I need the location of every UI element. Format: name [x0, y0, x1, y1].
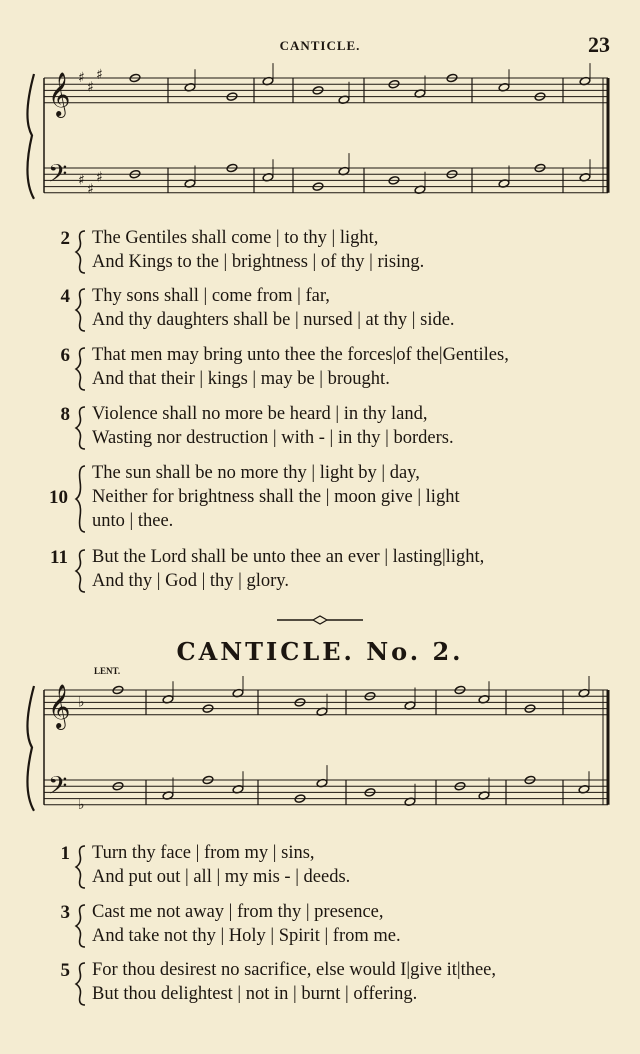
verse-line: And thy | God | thy | glory. [92, 571, 289, 591]
verse-line: And put out | all | my mis - | deeds. [92, 867, 351, 887]
verse-line: Wasting nor destruction | with - | in thy | borders. [92, 428, 454, 448]
verse-block [0, 228, 640, 276]
verse-number: 10 [49, 487, 68, 508]
verse-line: And thy daughters shall be | nursed | at thy | side. [92, 310, 455, 330]
verse-block [0, 902, 640, 950]
music-score-canticle-2 [0, 676, 640, 836]
verse-number: 4 [60, 286, 70, 307]
verse-line: And that their | kings | may be | brought. [92, 369, 390, 389]
verse-block [0, 843, 640, 891]
verse-block [0, 547, 640, 595]
verse-line: Neither for brightness shall the | moon give | light [92, 487, 460, 507]
verse-block [0, 960, 640, 1008]
page-number: 23 [588, 32, 610, 57]
verse-brace [74, 843, 88, 891]
verse-brace [74, 286, 88, 334]
verse-brace [74, 960, 88, 1008]
verse-block [0, 345, 640, 393]
running-title: CANTICLE. [279, 38, 361, 53]
system-brace [27, 686, 34, 811]
verse-brace [74, 902, 88, 950]
verse-block [0, 404, 640, 452]
verse-line: unto | thee. [92, 511, 174, 531]
sharp-icon: ♯ [96, 66, 103, 83]
verse-number: 3 [60, 902, 70, 923]
sharp-icon: ♯ [87, 79, 94, 96]
verse-brace [74, 404, 88, 452]
bass-clef-icon: 𝄢 [48, 771, 68, 807]
verse-line: And take not thy | Holy | Spirit | from me. [92, 926, 401, 946]
verse-line: Cast me not away | from thy | presence, [92, 902, 384, 922]
verse-line: But the Lord shall be unto thee an ever | lasting|light, [92, 547, 485, 567]
flat-icon: ♭ [78, 796, 85, 813]
ornamental-rule [277, 614, 363, 626]
verse-line: But thou delightest | not in | burnt | offering. [92, 984, 418, 1004]
verse-number: 11 [50, 547, 68, 568]
verse-number: 5 [60, 960, 70, 981]
sharp-icon: ♯ [87, 181, 94, 198]
verse-line: Thy sons shall | come from | far, [92, 286, 330, 306]
verse-number: 1 [60, 843, 70, 864]
sharp-icon: ♯ [78, 70, 85, 86]
verse-brace [74, 228, 88, 276]
verse-brace [74, 345, 88, 393]
verse-line: And Kings to the | brightness | of thy | rising. [92, 252, 425, 272]
verse-line: Turn thy face | from my | sins, [92, 843, 315, 863]
sharp-icon: ♯ [78, 172, 85, 189]
verse-brace [74, 463, 88, 535]
verse-block [0, 286, 640, 334]
verse-brace [74, 547, 88, 595]
verse-line: The sun shall be no more thy | light by | day, [92, 463, 420, 483]
verse-line: For thou desirest no sacrifice, else would I|give it|thee, [92, 960, 497, 980]
verse-number: 8 [60, 404, 70, 425]
flat-icon: ♭ [78, 694, 85, 711]
verse-line: The Gentiles shall come | to thy | light, [92, 228, 379, 248]
verse-line: Violence shall no more be heard | in thy land, [92, 404, 428, 424]
system-brace [27, 74, 34, 199]
sharp-icon: ♯ [96, 169, 103, 186]
treble-clef-icon: 𝄞 [48, 683, 71, 728]
verse-number: 2 [60, 228, 70, 249]
bass-clef-icon: 𝄢 [48, 159, 68, 195]
verse-block [0, 463, 640, 535]
treble-clef-icon: 𝄞 [48, 71, 71, 116]
verse-number: 6 [60, 345, 70, 366]
section-title: CANTICLE. No. 2. [176, 637, 464, 666]
tune-label: LENT. [94, 666, 121, 676]
music-score-canticle-1 [0, 60, 640, 220]
verse-line: That men may bring unto thee the forces|of the|Gentiles, [92, 345, 509, 365]
